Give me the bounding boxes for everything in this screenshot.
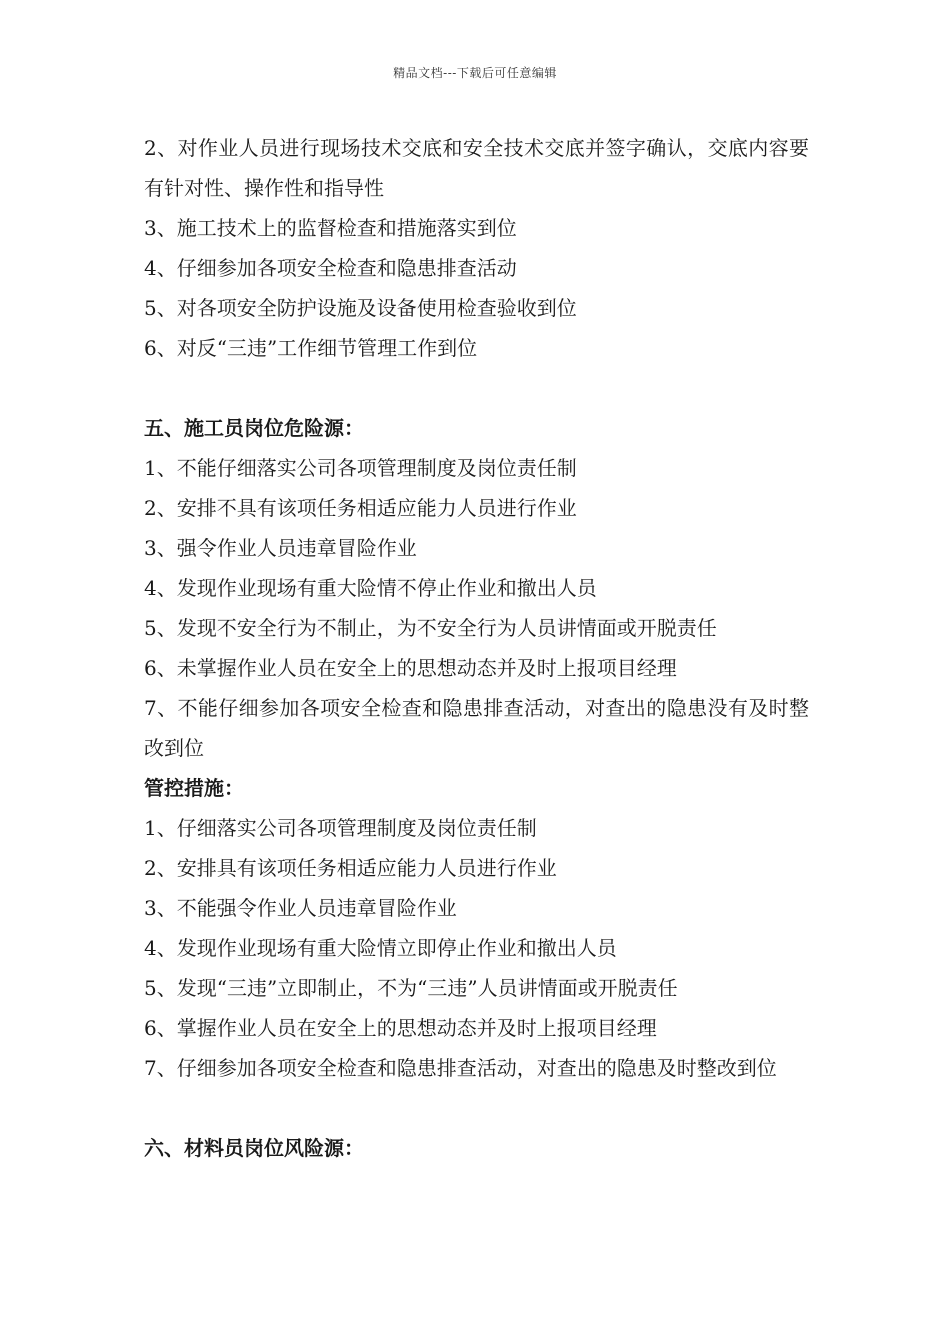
- list-item: 2、安排具有该项任务相适应能力人员进行作业: [144, 856, 557, 880]
- list-item: 6、对反“三违”工作细节管理工作到位: [144, 336, 478, 360]
- list-item: 6、掌握作业人员在安全上的思想动态并及时上报项目经理: [144, 1016, 657, 1040]
- list-item: 7、仔细参加各项安全检查和隐患排查活动，对查出的隐患及时整改到位: [144, 1056, 777, 1080]
- page-header: 精品文档---下载后可任意编辑: [393, 66, 557, 80]
- blank-line: [144, 368, 809, 408]
- section-heading-5: 五、施工员岗位危险源：: [144, 416, 364, 440]
- list-item: 4、仔细参加各项安全检查和隐患排查活动: [144, 256, 517, 280]
- list-item: 2、安排不具有该项任务相适应能力人员进行作业: [144, 496, 577, 520]
- list-item: 1、不能仔细落实公司各项管理制度及岗位责任制: [144, 456, 577, 480]
- list-item: 4、发现作业现场有重大险情不停止作业和撤出人员: [144, 576, 597, 600]
- document-body: [144, 128, 809, 1168]
- list-item: 2、对作业人员进行现场技术交底和安全技术交底并签字确认，交底内容要有针对性、操作性和指导性: [144, 136, 809, 200]
- measures-heading: 管控措施：: [144, 776, 244, 800]
- list-item: 7、不能仔细参加各项安全检查和隐患排查活动，对查出的隐患没有及时整改到位: [144, 696, 809, 760]
- list-item: 4、发现作业现场有重大险情立即停止作业和撤出人员: [144, 936, 617, 960]
- list-item: 3、施工技术上的监督检查和措施落实到位: [144, 216, 517, 240]
- list-item: 5、发现不安全行为不制止，为不安全行为人员讲情面或开脱责任: [144, 616, 717, 640]
- list-item: 1、仔细落实公司各项管理制度及岗位责任制: [144, 816, 537, 840]
- list-item: 3、不能强令作业人员违章冒险作业: [144, 896, 457, 920]
- list-item: 3、强令作业人员违章冒险作业: [144, 536, 417, 560]
- blank-line: [144, 1088, 809, 1128]
- list-item: 5、发现“三违”立即制止，不为“三违”人员讲情面或开脱责任: [144, 976, 678, 1000]
- list-item: 6、未掌握作业人员在安全上的思想动态并及时上报项目经理: [144, 656, 677, 680]
- list-item: 5、对各项安全防护设施及设备使用检查验收到位: [144, 296, 577, 320]
- section-heading-6: 六、材料员岗位风险源：: [144, 1136, 364, 1160]
